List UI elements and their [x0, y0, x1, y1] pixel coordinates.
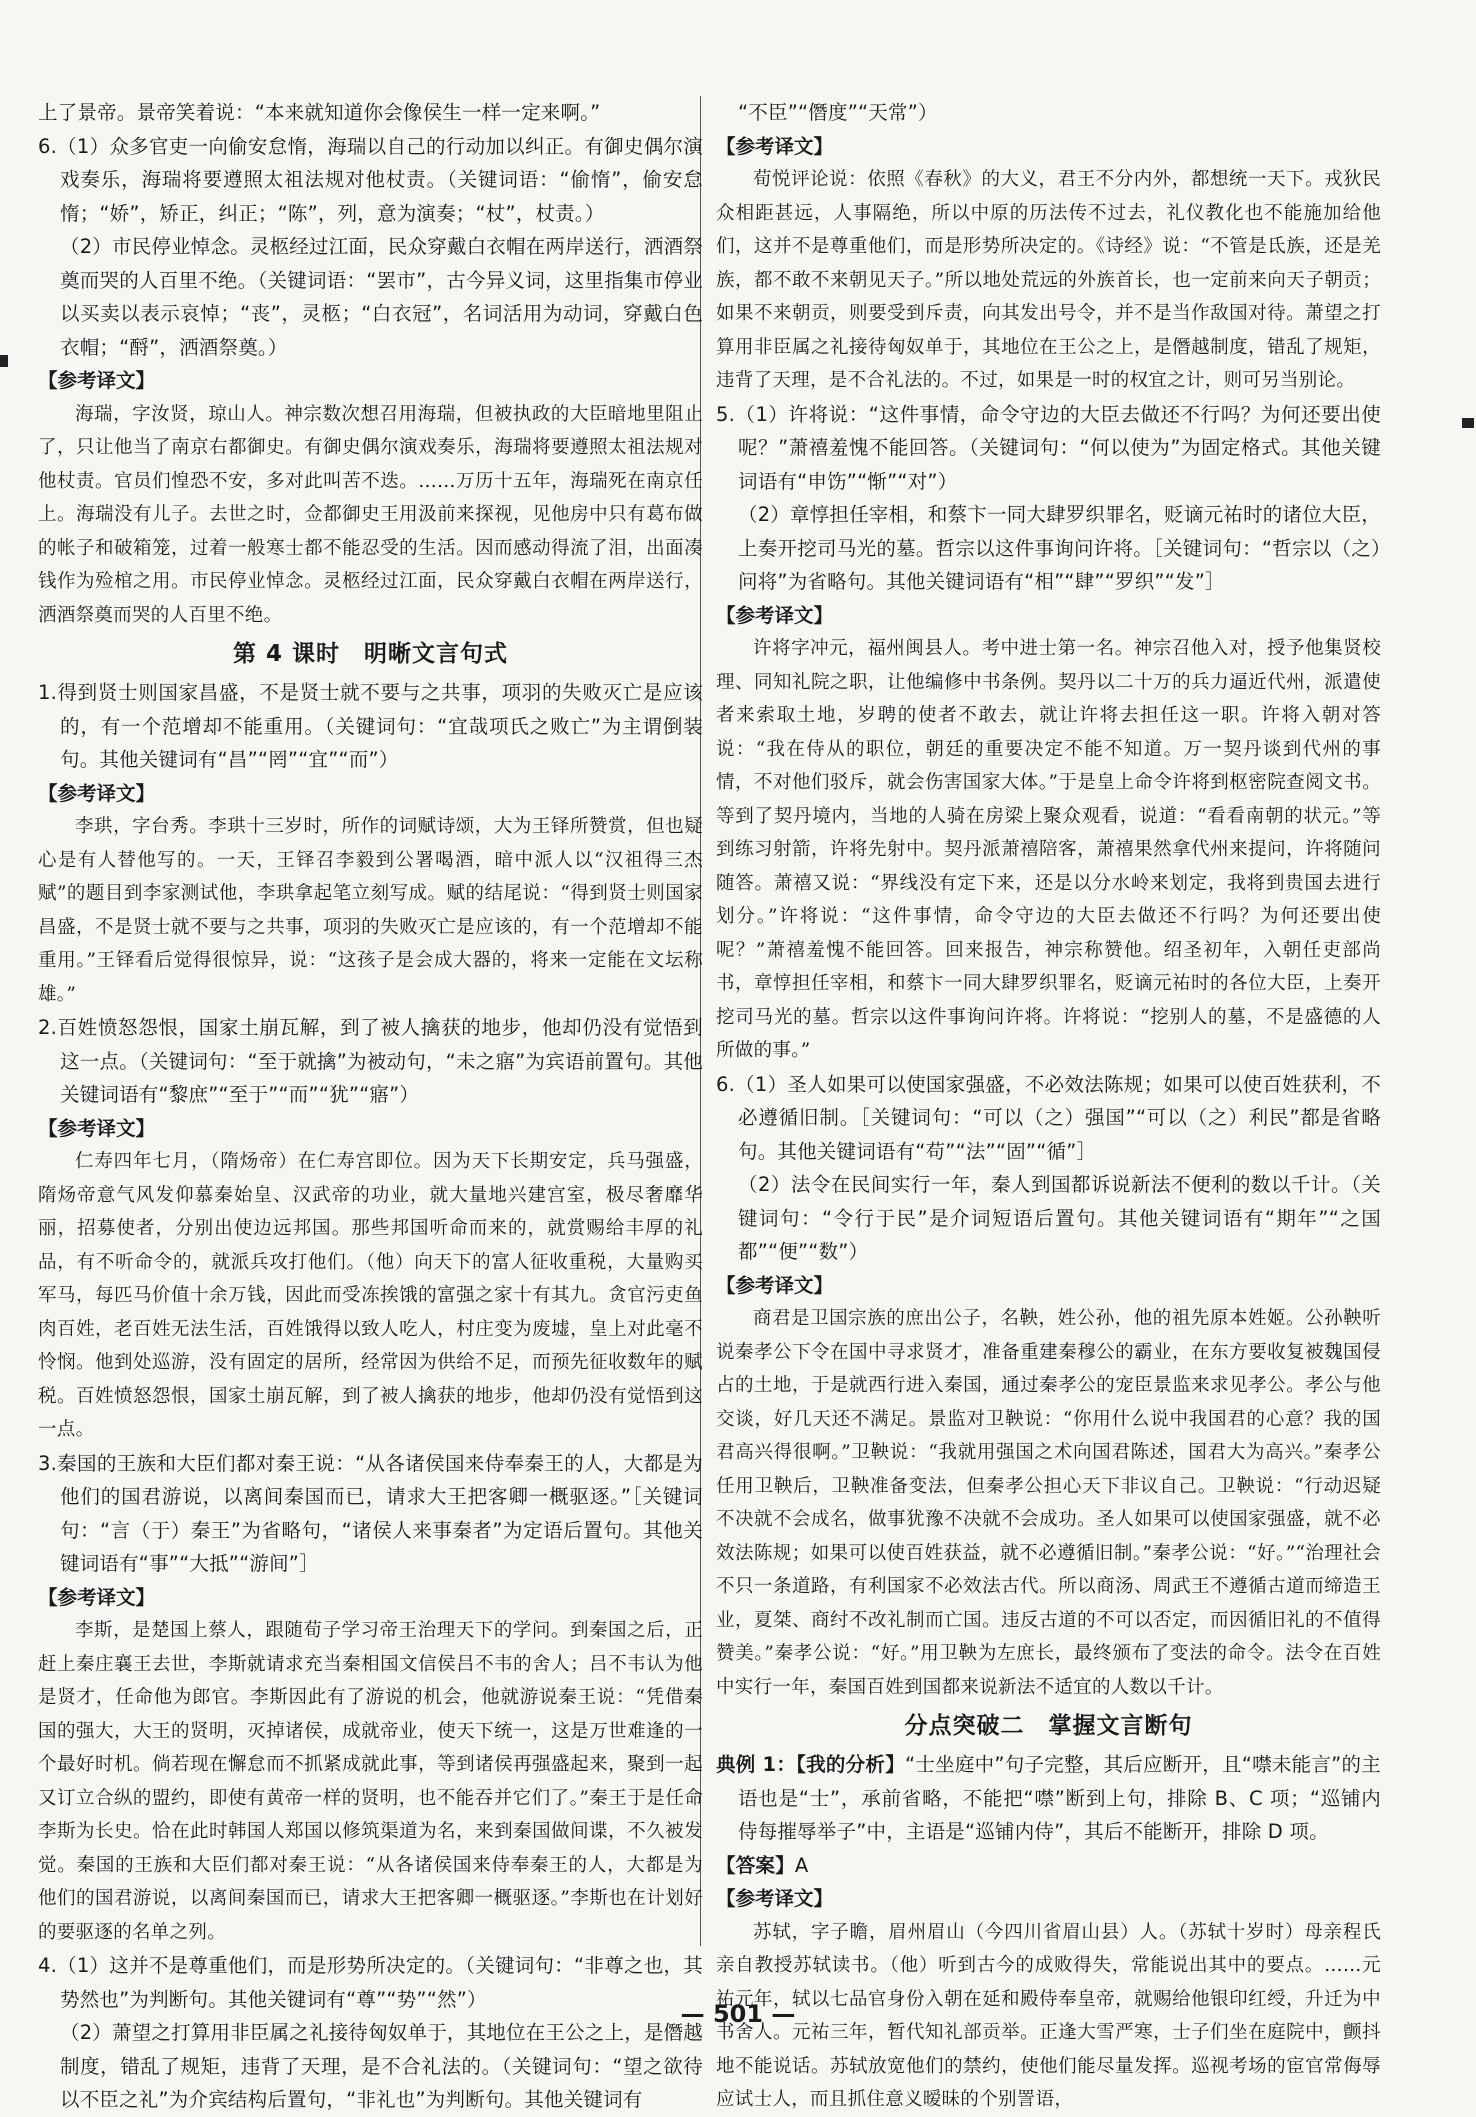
answer-5-1: 5.（1）许将说：“这件事情，命令守边的大臣去做还不行吗？为何还要出使呢？”萧禧羞愧不能回答。（关键词句：“何以使为”为固定格式。其他关键词语有“申饬”“惭”“对”） [716, 402, 1381, 493]
reference-translation-label: 【参考译文】 [38, 1585, 156, 1609]
answer-text: 上了景帝。景帝笑着说：“本来就知道你会像侯生一样一定来啊。” [38, 101, 601, 124]
translation-sushi: 苏轼，字子瞻，眉州眉山（今四川省眉山县）人。（苏轼十岁时）母亲程氏亲自教授苏轼读书。（他）听到古今的成败得失，常能说出其中的要点。……元祐元年，轼以七品官身份入朝在延和殿侍奉皇帝，就赐给他银印红绶，升迁为中书舍人。元祐三年，暂代知礼部贡举。正逢大雪严寒，士子们坐在庭院中，颤抖地不能说话。苏轼放宽他们的禁约，使他们能尽量发挥。巡视考场的宦官常侮辱应试士人，而且抓住意义暧昧的个别詈语， [716, 1921, 1381, 2110]
answer-label: 【答案】 [716, 1853, 795, 1877]
example-label: 典例 1： [716, 1753, 797, 1776]
reference-translation-label: 【参考译文】 [38, 1116, 156, 1140]
answer-continued: “不臣”“僭度”“天常”） [738, 101, 938, 124]
example-analysis [716, 1748, 1381, 1849]
answer-1: 1.得到贤士则国家昌盛，不是贤士就不要与之共事，项羽的失败灭亡是应该的，有一个范增却不能重用。（关键词句：“宜哉项氏之败亡”为主谓倒装句。其他关键词有“昌”“罔”“宜”“而”） [38, 681, 703, 771]
reference-translation-label: 【参考译文】 [716, 1273, 834, 1297]
translation-ligong: 李珙，字台秀。李珙十三岁时，所作的词赋诗颂，大为王铎所赞赏，但也疑心是有人替他写的。一天，王铎召李毅到公署喝酒，暗中派人以“汉祖得三杰赋”的题目到李家测试他，李珙拿起笔立刻写成。赋的结尾说：“得到贤士则国家昌盛，不是贤士就不要与之共事，项羽的失败灭亡是应该的，有一个范增却不能重用。”王铎看后觉得很惊异，说：“这孩子是会成大器的，将来一定能在文坛称雄。” [38, 816, 703, 1005]
reference-translation-label: 【参考译文】 [38, 781, 156, 805]
answer-6-1: 6.（1）众多官吏一向偷安怠惰，海瑞以自己的行动加以纠正。有御史偶尔演戏奏乐，海瑞将要遵照太祖法规对他杖责。（关键词语：“偷惰”，偷安怠惰；“娇”，矫正，纠正；“陈”，列，意为演奏；“杖”，杖责。） [38, 134, 703, 225]
answer-value: A [794, 1853, 809, 1877]
translation-shangjun: 商君是卫国宗族的庶出公子，名鞅，姓公孙，他的祖先原本姓姬。公孙鞅听说秦孝公下令在国中寻求贤才，准备重建秦穆公的霸业，在东方要收复被魏国侵占的土地，于是就西行进入秦国，通过秦孝公的宠臣景监来求见孝公。孝公与他交谈，好几天还不满足。景监对卫鞅说：“你用什么说中我国君的心意？我的国君高兴得很啊。”卫鞅说：“我就用强国之术向国君陈述，国君大为高兴。”秦孝公任用卫鞅后，卫鞅准备变法，但秦孝公担心天下非议自己。卫鞅说：“行动迟疑不决就不会成名，做事犹豫不决就不会成功。圣人如果可以使国家强盛，就不必效法陈规；如果可以使百姓获益，就不必遵循旧制。”秦孝公说：“好。”“治理社会不只一条道路，有利国家不必效法古代。所以商汤、周武王不遵循古道而缔造王业，夏桀、商纣不改礼制而亡国。违反古道的不可以否定，而因循旧礼的不值得赞美。”秦孝公说：“好。”用卫鞅为左庶长，最终颁布了变法的命令。法令在百姓中实行一年，秦国百姓到国都来说新法不适宜的人数以千计。 [716, 1308, 1381, 1698]
right-column [716, 96, 1381, 2117]
section-heading-2: 分点突破二 掌握文言断句 [904, 1713, 1193, 1739]
answer-2: 2.百姓愤怒怨恨，国家土崩瓦解，到了被人擒获的地步，他却仍没有觉悟到这一点。（关键词句：“至于就擒”为被动句，“未之寤”为宾语前置句。其他关键词语有“黎庶”“至于”“而”“犹”“寤”） [38, 1016, 703, 1106]
section-heading: 第 4 课时 明晰文言句式 [232, 641, 509, 667]
page-number: — 501 — [680, 2000, 796, 2028]
left-column [38, 96, 703, 2117]
analysis-label: 【我的分析】 [796, 1753, 905, 1776]
reference-translation-label: 【参考译文】 [716, 134, 834, 158]
answer-line [716, 1849, 1381, 1883]
reference-translation-label: 【参考译文】 [716, 603, 834, 627]
reference-translation-label: 【参考译文】 [38, 369, 156, 392]
edge-mark [1462, 418, 1474, 428]
answer-4-2: （2）萧望之打算用非臣属之礼接待匈奴单于，其地位在王公之上，是僭越制度，错乱了规矩，违背了天理，是不合礼法的。（关键词句：“望之欲待以不臣之礼”为介宾结构后置句，“非礼也”为判断句。其他关键词有 [60, 2021, 704, 2111]
reference-translation-label: 【参考译文】 [716, 1887, 834, 1910]
answer-6-1-right: 6.（1）圣人如果可以使国家强盛，不必效法陈规；如果可以使百姓获利，不必遵循旧制。［关键词句：“可以（之）强国”“可以（之）利民”都是省略句。其他关键词语有“苟”“法”“固”“循”］ [716, 1072, 1381, 1163]
translation-xujiang: 许将字冲元，福州闽县人。考中进士第一名。神宗召他入对，授予他集贤校理、同知礼院之职，让他编修中书条例。契丹以二十万的兵力逼近代州，派遣使者来索取土地，岁聘的使者不敢去，就让许将去担任这一职。许将入朝对答说：“我在侍从的职位，朝廷的重要决定不能不知道。万一契丹谈到代州的事情，不对他们驳斥，就会伤害国家大体。”于是皇上命令许将到枢密院查阅文书。等到了契丹境内，当地的人骑在房梁上聚众观看，说道：“看看南朝的状元。”等到练习射箭，许将先射中。契丹派萧禧陪客，萧禧果然拿代州来提问，许将随问随答。萧禧又说：“界线没有定下来，还是以分水岭来划定，我将到贵国去进行划分。”许将说：“这件事情，命令守边的大臣去做还不行吗？为何还要出使呢？”萧禧羞愧不能回答。回来报告，神宗称赞他。绍圣初年，入朝任吏部尚书，章惇担任宰相，和蔡卞一同大肆罗织罪名，贬谪元祐时的各位大臣，上奏开挖司马光的墓。哲宗以这件事询问许将。许将说：“挖别人的墓，不是盛德的人所做的事。” [716, 638, 1381, 1061]
answer-5-2: （2）章惇担任宰相，和蔡卞一同大肆罗织罪名，贬谪元祐时的诸位大臣，上奏开挖司马光的墓。哲宗以这件事询问许将。［关键词句：“哲宗以（之）问将”为省略句。其他关键词语有“相”“肆”“罗织”“发”］ [738, 503, 1382, 593]
translation-suiyangdi: 仁寿四年七月，（隋炀帝）在仁寿宫即位。因为天下长期安定，兵马强盛，隋炀帝意气风发仰慕秦始皇、汉武帝的功业，就大量地兴建宫室，极尽奢靡华丽，招募使者，分别出使边远邦国。那些邦国听命而来的，就赏赐给丰厚的礼品，有不听命令的，就派兵攻打他们。（他）向天下的富人征收重税，大量购买军马，每匹马价值十余万钱，因此而受冻挨饿的富强之家十有其九。贪官污吏鱼肉百姓，老百姓无法生活，百姓饿得以致人吃人，村庄变为废墟，皇上对此毫不怜悯。他到处巡游，没有固定的居所，经常因为供给不足，而预先征收数年的赋税。百姓愤怒怨恨，国家土崩瓦解，到了被人擒获的地步，他却仍没有觉悟到这一点。 [38, 1151, 703, 1440]
answer-3: 3.秦国的王族和大臣们都对秦王说：“从各诸侯国来侍奉秦王的人，大都是为他们的国君游说，以离间秦国而已，请求大王把客卿一概驱逐。”［关键词句：“言（于）秦王”为省略句，“诸侯人来事秦者”为定语后置句。其他关键词语有“事”“大抵”“游间”］ [38, 1451, 703, 1575]
translation-haerui: 海瑞，字汝贤，琼山人。神宗数次想召用海瑞，但被执政的大臣暗地里阻止了，只让他当了南京右都御史。有御史偶尔演戏奏乐，海瑞将要遵照太祖法规对他杖责。官员们惶恐不安，多对此叫苦不迭。……万历十五年，海瑞死在南京任上。海瑞没有儿子。去世之时，佥都御史王用汲前来探视，见他房中只有葛布做的帐子和破箱笼，过着一般寒士都不能忍受的生活。因而感动得流了泪，出面凑钱作为殓棺之用。市民停业悼念。灵柩经过江面，民众穿戴白衣帽在两岸送行，洒酒祭奠而哭的人百里不绝。 [38, 403, 703, 626]
answer-6-2-right: （2）法令在民间实行一年，秦人到国都诉说新法不便利的数以千计。（关键词句：“令行于民”是介词短语后置句。其他关键词语有“期年”“之国都”“便”“数”） [738, 1173, 1381, 1263]
analysis-text: “士坐庭中”句子完整，其后应断开，且“噤未能言”的主语也是“士”，承前省略，不能把“噤”断到上句，排除 B、C 项；“巡铺内侍每摧辱举子”中，主语是“巡铺内侍”，其后不能断开，排除 D 项。 [738, 1753, 1381, 1843]
answer-4-1: 4.（1）这并不是尊重他们，而是形势所决定的。（关键词句：“非尊之也，其势然也”为判断句。其他关键词有“尊”“势”“然”） [38, 1954, 703, 2011]
binding-mark [0, 355, 8, 367]
answer-6-2: （2）市民停业悼念。灵柩经过江面，民众穿戴白衣帽在两岸送行，洒酒祭奠而哭的人百里不绝。（关键词语：“罢市”，古今异义词，这里指集市停业以买卖以表示哀悼；“丧”，灵柩；“白衣冠”，名词活用为动词，穿戴白色衣帽；“酹”，洒酒祭奠。） [60, 235, 704, 359]
translation-lisi: 李斯，是楚国上蔡人，跟随荀子学习帝王治理天下的学问。到秦国之后，正赶上秦庄襄王去世，李斯就请求充当秦相国文信侯吕不韦的舍人；吕不韦认为他是贤才，任命他为郎官。李斯因此有了游说的机会，他就游说秦王说：“凭借秦国的强大，大王的贤明，灭掉诸侯，成就帝业，使天下统一，这是万世难逢的一个最好时机。倘若现在懈怠而不抓紧成就此事，等到诸侯再强盛起来，聚到一起又订立合纵的盟约，即使有黄帝一样的贤明，也不能吞并它们了。”秦王于是任命李斯为长史。恰在此时韩国人郑国以修筑渠道为名，来到秦国做间谍，不久被发觉。秦国的王族和大臣们都对秦王说：“从各诸侯国来侍奉秦王的人，大都是为他们的国君游说，以离间秦国而已，请求大王把客卿一概驱逐。”李斯也在计划好的要驱逐的名单之列。 [38, 1620, 703, 1943]
translation-xunyue: 荀悦评论说：依照《春秋》的大义，君王不分内外，都想统一天下。戎狄民众相距甚远，人事隔绝，所以中原的历法传不过去，礼仪教化也不能施加给他们，这并不是尊重他们，而是形势所决定的。《诗经》说：“不管是氐族，还是羌族，都不敢不来朝见天子。”所以地处荒远的外族首长，也一定前来向天子朝贡；如果不来朝贡，则要受到斥责，向其发出号令，并不是当作敌国对待。萧望之打算用非臣属之礼接待匈奴单于，其地位在王公之上，是僭越制度，错乱了规矩，违背了天理，是不合礼法的。不过，如果是一时的权宜之计，则可另当别论。 [716, 169, 1381, 391]
